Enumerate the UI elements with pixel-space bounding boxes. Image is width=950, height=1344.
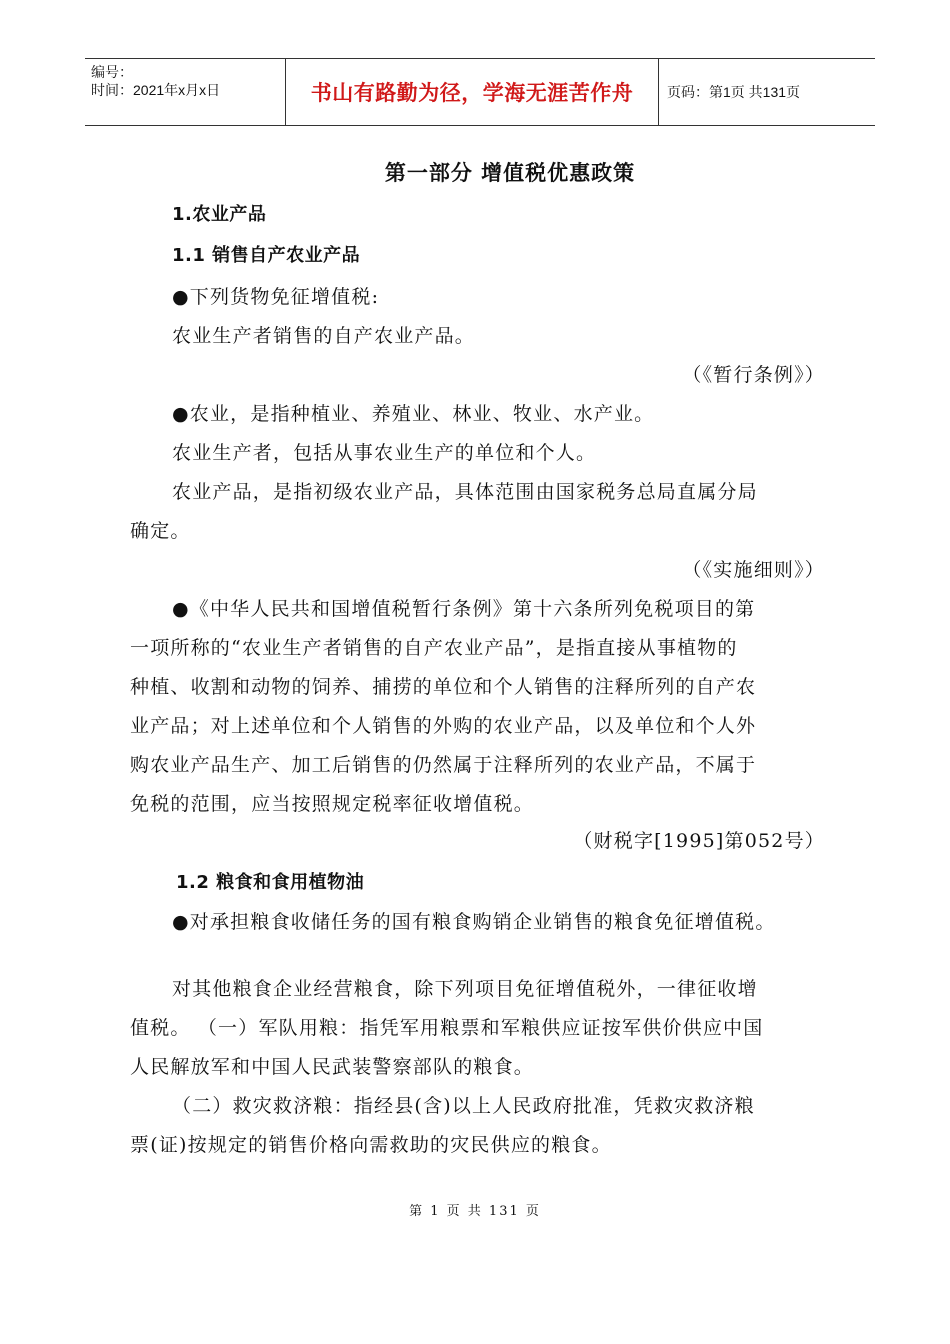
citation: （财税字[1995]第052号）: [573, 830, 825, 852]
paragraph-line: ●对承担粮食收储任务的国有粮食购销企业销售的粮食免征增值税。: [172, 911, 776, 933]
header-motto-cell: [286, 59, 659, 125]
paragraph-line: ●农业，是指种植业、养殖业、林业、牧业、水产业。: [172, 403, 655, 425]
header-motto: 书山有路勤为径，学海无涯苦作舟: [310, 81, 634, 105]
page-title: 第一部分 增值税优惠政策: [384, 161, 636, 185]
citation: （《实施细则》）: [682, 559, 825, 581]
paragraph-line: 种植、收割和动物的饲养、捕捞的单位和个人销售的注释所列的自产农: [130, 676, 757, 698]
header-meta: [85, 59, 286, 125]
paragraph-line: 票(证)按规定的销售价格向需救助的灾民供应的粮食。: [130, 1134, 612, 1156]
paragraph-line: 农业产品，是指初级农业产品，具体范围由国家税务总局直属分局: [172, 481, 758, 503]
paragraph-line: 业产品；对上述单位和个人销售的外购的农业产品，以及单位和个人外: [130, 715, 757, 737]
paragraph-line: 购农业产品生产、加工后销售的仍然属于注释所列的农业产品，不属于: [130, 754, 757, 776]
paragraph-line: 免税的范围，应当按照规定税率征收增值税。: [130, 793, 535, 815]
paragraph-line: 农业生产者，包括从事农业生产的单位和个人。: [172, 442, 597, 464]
paragraph-line: 确定。: [130, 520, 191, 542]
paragraph-line: 人民解放军和中国人民武装警察部队的粮食。: [130, 1056, 535, 1078]
page-footer: 第 1 页 共 131 页: [409, 1204, 541, 1219]
time-label: 时间：2021年x月x日: [91, 82, 221, 98]
paragraph-line: （二）救灾救济粮：指经县(含)以上人民政府批准，凭救灾救济粮: [172, 1095, 755, 1117]
citation: （《暂行条例》）: [682, 364, 825, 386]
paragraph-line: 一项所称的“农业生产者销售的自产农业产品”，是指直接从事植物的: [130, 637, 738, 659]
paragraph-line: 值税。 （一）军队用粮：指凭军用粮票和军粮供应证按军供价供应中国: [130, 1017, 764, 1039]
subsection-heading: 1.2 粮食和食用植物油: [176, 872, 365, 893]
paragraph-line: ●《中华人民共和国增值税暂行条例》第十六条所列免税项目的第: [172, 598, 756, 620]
subsection-heading: 1.1 销售自产农业产品: [172, 245, 361, 266]
paragraph-line: 对其他粮食企业经营粮食，除下列项目免征增值税外，一律征收增: [172, 978, 758, 1000]
paragraph-line: ●下列货物免征增值税:: [172, 286, 380, 308]
number-label: 编号：: [91, 64, 133, 80]
header-page-info: 页码：第1页 共131页: [667, 84, 801, 100]
paragraph-line: 农业生产者销售的自产农业产品。: [172, 325, 476, 347]
section-heading: 1.农业产品: [172, 204, 267, 225]
document-header: [85, 58, 875, 126]
